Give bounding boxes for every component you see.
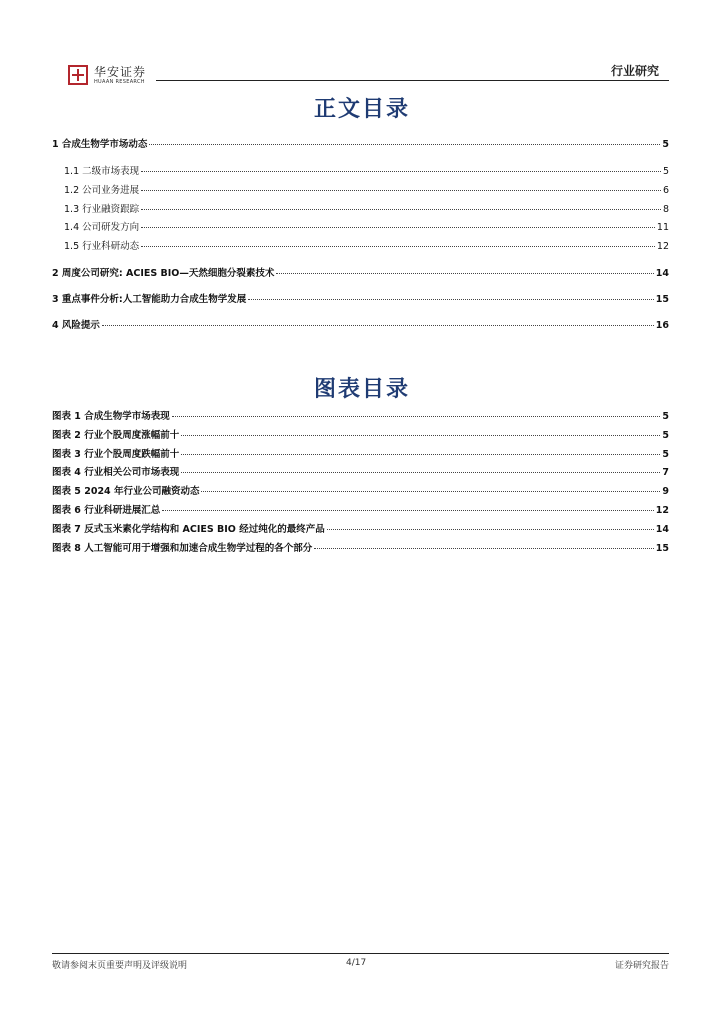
figure-entry-label: 图表 2 行业个股周度涨幅前十 [52, 430, 180, 441]
figure-entry[interactable] [52, 408, 669, 422]
figure-entry[interactable] [52, 502, 669, 516]
figure-entry[interactable] [52, 483, 669, 497]
toc-entry[interactable] [52, 291, 669, 305]
page-header [52, 62, 669, 92]
logo-subtext: HUAAN RESEARCH [94, 79, 145, 85]
toc-entry-label: 1.1 二级市场表现 [64, 166, 140, 177]
figure-entry-page: 7 [662, 467, 669, 478]
leader-dots [141, 190, 661, 191]
figure-entry[interactable] [52, 446, 669, 460]
page-number: 4/17 [346, 958, 367, 968]
leader-dots [149, 144, 660, 145]
figures-title: 图表目录 [313, 376, 410, 402]
toc-entry-page: 5 [662, 166, 669, 177]
toc-entry-page: 14 [655, 268, 669, 279]
figure-entry-label: 图表 5 2024 年行业公司融资动态 [52, 486, 200, 497]
toc-entry[interactable] [52, 317, 669, 331]
figure-entry-label: 图表 4 行业相关公司市场表现 [52, 467, 180, 478]
leader-dots [327, 529, 654, 530]
footer-disclaimer: 敬请参阅末页重要声明及评级说明 [52, 961, 188, 971]
company-logo-icon [68, 65, 88, 85]
figure-entry-page: 5 [662, 449, 669, 460]
leader-dots [162, 510, 654, 511]
toc-entry-label: 1.5 行业科研动态 [64, 241, 140, 252]
figure-entry-page: 12 [655, 505, 669, 516]
leader-dots [181, 454, 660, 455]
figure-entry-page: 15 [655, 543, 669, 554]
figure-entry-page: 5 [662, 411, 669, 422]
figure-entry-label: 图表 7 反式玉米素化学结构和 ACIES BIO 经过纯化的最终产品 [52, 524, 325, 535]
toc-entry-page: 11 [656, 222, 669, 233]
report-category: 行业研究 [610, 64, 659, 78]
figure-entry-page: 5 [662, 430, 669, 441]
toc-entry[interactable] [64, 163, 669, 177]
figure-entry-label: 图表 8 人工智能可用于增强和加速合成生物学过程的各个部分 [52, 543, 313, 554]
toc-entry-label: 1.4 公司研发方向 [64, 222, 140, 233]
toc-entry[interactable] [52, 265, 669, 279]
header-divider [156, 80, 669, 81]
toc-entry-label: 1.2 公司业务进展 [64, 185, 140, 196]
toc-entry[interactable] [52, 136, 669, 150]
leader-dots [314, 548, 654, 549]
figure-entry[interactable] [52, 540, 669, 554]
toc-entry-label: 3 重点事件分析:人工智能助力合成生物学发展 [52, 294, 247, 305]
footer-divider [52, 953, 669, 954]
figure-entry[interactable] [52, 521, 669, 535]
leader-dots [141, 171, 661, 172]
figure-entry[interactable] [52, 427, 669, 441]
figure-entry-page: 9 [662, 486, 669, 497]
leader-dots [141, 227, 655, 228]
footer-report-type: 证券研究报告 [614, 961, 669, 971]
toc-entry[interactable] [64, 238, 669, 252]
logo-text: 华安证券 [94, 65, 147, 79]
toc-entry-label: 1 合成生物学市场动态 [52, 139, 148, 150]
toc-entry[interactable] [64, 182, 669, 196]
toc-entry[interactable] [64, 201, 669, 215]
leader-dots [276, 273, 653, 274]
figure-entry-label: 图表 3 行业个股周度跌幅前十 [52, 449, 180, 460]
toc-entry-page: 15 [655, 294, 669, 305]
toc-entry-label: 4 风险提示 [52, 320, 100, 331]
leader-dots [172, 416, 661, 417]
toc-entry-page: 8 [662, 204, 669, 215]
leader-dots [248, 299, 654, 300]
toc-entry-page: 12 [656, 241, 669, 252]
leader-dots [201, 491, 660, 492]
toc-entry-page: 5 [662, 139, 669, 150]
toc-entry[interactable] [64, 219, 669, 233]
figure-entry[interactable] [52, 464, 669, 478]
figure-entry-page: 14 [655, 524, 669, 535]
leader-dots [141, 246, 655, 247]
figure-entry-label: 图表 1 合成生物学市场表现 [52, 411, 170, 422]
leader-dots [102, 325, 654, 326]
toc-entry-label: 2 周度公司研究: ACIES BIO—天然细胞分裂素技术 [52, 268, 275, 279]
leader-dots [141, 209, 661, 210]
leader-dots [181, 472, 660, 473]
toc-entry-page: 6 [662, 185, 669, 196]
toc-title: 正文目录 [313, 96, 410, 122]
figure-entry-label: 图表 6 行业科研进展汇总 [52, 505, 161, 516]
toc-entry-label: 1.3 行业融资跟踪 [64, 204, 140, 215]
leader-dots [181, 435, 660, 436]
toc-entry-page: 16 [655, 320, 669, 331]
